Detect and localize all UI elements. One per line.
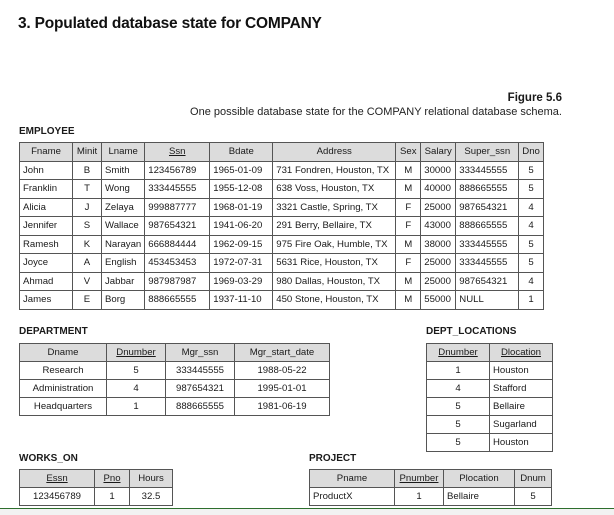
department-label: DEPARTMENT	[19, 326, 88, 337]
table-row	[427, 416, 553, 434]
table-row	[20, 254, 544, 273]
cell: 888665555	[145, 291, 210, 310]
cell: 450 Stone, Houston, TX	[273, 291, 396, 310]
cell: 1972-07-31	[210, 254, 273, 273]
cell: 987654321	[456, 198, 519, 217]
cell: 5	[427, 416, 490, 434]
cell: Headquarters	[20, 398, 107, 416]
cell: 333445555	[145, 180, 210, 199]
cell: 333445555	[456, 235, 519, 254]
cell: 55000	[421, 291, 456, 310]
cell: 888665555	[456, 180, 519, 199]
cell: 888665555	[166, 398, 235, 416]
cell: 987654321	[456, 272, 519, 291]
cell: 5631 Rice, Houston, TX	[273, 254, 396, 273]
cell: K	[73, 235, 102, 254]
cell: 638 Voss, Houston, TX	[273, 180, 396, 199]
table-row	[20, 198, 544, 217]
cell: 975 Fire Oak, Humble, TX	[273, 235, 396, 254]
cell: 4	[107, 380, 166, 398]
cell: Joyce	[20, 254, 73, 273]
cell: 1	[427, 362, 490, 380]
cell: 30000	[421, 161, 456, 180]
cell: 453453453	[145, 254, 210, 273]
cell: Houston	[490, 362, 553, 380]
cell: 4	[519, 198, 544, 217]
col-header-pnumber: Pnumber	[395, 470, 444, 488]
project-table	[309, 469, 552, 506]
cell: 1968-01-19	[210, 198, 273, 217]
col-header-pname: Pname	[310, 470, 395, 488]
project-label: PROJECT	[309, 453, 357, 464]
cell: Smith	[102, 161, 145, 180]
table-row	[427, 434, 553, 452]
cell: 1	[107, 398, 166, 416]
cell: John	[20, 161, 73, 180]
cell: Jennifer	[20, 217, 73, 236]
cell: 1988-05-22	[235, 362, 330, 380]
cell: 987654321	[166, 380, 235, 398]
cell: 123456789	[145, 161, 210, 180]
cell: M	[396, 161, 421, 180]
cell: 5	[519, 180, 544, 199]
cell: Narayan	[102, 235, 145, 254]
table-row	[20, 272, 544, 291]
col-header-pno: Pno	[95, 470, 130, 488]
cell: 987987987	[145, 272, 210, 291]
works-on-table	[19, 469, 173, 506]
cell: Sugarland	[490, 416, 553, 434]
cell: 25000	[421, 254, 456, 273]
cell: 1937-11-10	[210, 291, 273, 310]
cell: J	[73, 198, 102, 217]
col-header-ssn: Ssn	[145, 143, 210, 162]
cell: Franklin	[20, 180, 73, 199]
cell: A	[73, 254, 102, 273]
cell: 40000	[421, 180, 456, 199]
figure-caption: One possible database state for the COMPANY relational database schema.	[190, 106, 562, 118]
table-row	[20, 380, 330, 398]
cell: M	[396, 235, 421, 254]
cell: 731 Fondren, Houston, TX	[273, 161, 396, 180]
table-row	[20, 161, 544, 180]
col-header-dname: Dname	[20, 344, 107, 362]
cell: Wong	[102, 180, 145, 199]
col-header-mgr-ssn: Mgr_ssn	[166, 344, 235, 362]
table-row	[427, 398, 553, 416]
cell: M	[396, 272, 421, 291]
employee-label: EMPLOYEE	[19, 126, 75, 137]
cell: 291 Berry, Bellaire, TX	[273, 217, 396, 236]
page-title: 3. Populated database state for COMPANY	[18, 15, 322, 32]
cell: 5	[519, 235, 544, 254]
cell: F	[396, 254, 421, 273]
department-table	[19, 343, 330, 416]
works-on-header-row	[20, 470, 173, 488]
cell: T	[73, 180, 102, 199]
cell: English	[102, 254, 145, 273]
cell: 1	[395, 488, 444, 506]
col-header-dno: Dno	[519, 143, 544, 162]
cell: Houston	[490, 434, 553, 452]
cell: F	[396, 217, 421, 236]
col-header-address: Address	[273, 143, 396, 162]
cell: Wallace	[102, 217, 145, 236]
cell: 5	[107, 362, 166, 380]
cell: F	[396, 198, 421, 217]
cell: B	[73, 161, 102, 180]
dept-locations-table	[426, 343, 553, 452]
cell: 5	[427, 398, 490, 416]
cell: 4	[427, 380, 490, 398]
cell: Stafford	[490, 380, 553, 398]
cell: 4	[519, 217, 544, 236]
cell: 5	[427, 434, 490, 452]
cell: Alicia	[20, 198, 73, 217]
cell: S	[73, 217, 102, 236]
cell: 1981-06-19	[235, 398, 330, 416]
table-row	[427, 380, 553, 398]
cell: 333445555	[456, 161, 519, 180]
cell: 888665555	[456, 217, 519, 236]
cell: Administration	[20, 380, 107, 398]
cell: 333445555	[166, 362, 235, 380]
project-header-row	[310, 470, 552, 488]
table-row	[20, 291, 544, 310]
employee-table	[19, 142, 544, 310]
cell: NULL	[456, 291, 519, 310]
table-row	[20, 180, 544, 199]
cell: 43000	[421, 217, 456, 236]
col-header-lname: Lname	[102, 143, 145, 162]
col-header-essn: Essn	[20, 470, 95, 488]
cell: 1955-12-08	[210, 180, 273, 199]
cell: Borg	[102, 291, 145, 310]
cell: ProductX	[310, 488, 395, 506]
cell: Jabbar	[102, 272, 145, 291]
col-header-salary: Salary	[421, 143, 456, 162]
col-header-dlocation: Dlocation	[490, 344, 553, 362]
dept-locations-header-row	[427, 344, 553, 362]
cell: 3321 Castle, Spring, TX	[273, 198, 396, 217]
cell: 999887777	[145, 198, 210, 217]
cell: 1962-09-15	[210, 235, 273, 254]
cell: 32.5	[130, 488, 173, 506]
cell: Research	[20, 362, 107, 380]
dept-locations-label: DEPT_LOCATIONS	[426, 326, 517, 337]
figure-number: Figure 5.6	[507, 92, 562, 104]
cell: 1	[519, 291, 544, 310]
cell: 1	[95, 488, 130, 506]
cell: 980 Dallas, Houston, TX	[273, 272, 396, 291]
table-row	[20, 488, 173, 506]
table-row	[20, 217, 544, 236]
works-on-label: WORKS_ON	[19, 453, 78, 464]
cell: 1995-01-01	[235, 380, 330, 398]
col-header-sex: Sex	[396, 143, 421, 162]
col-header-plocation: Plocation	[444, 470, 515, 488]
cell: Ramesh	[20, 235, 73, 254]
cell: 1969-03-29	[210, 272, 273, 291]
table-row	[20, 398, 330, 416]
cell: 987654321	[145, 217, 210, 236]
col-header-mgr-start-date: Mgr_start_date	[235, 344, 330, 362]
cell: V	[73, 272, 102, 291]
cell: 666884444	[145, 235, 210, 254]
cell: 5	[515, 488, 552, 506]
cell: 25000	[421, 272, 456, 291]
cell: 38000	[421, 235, 456, 254]
cell: James	[20, 291, 73, 310]
col-header-dnumber: Dnumber	[427, 344, 490, 362]
cell: 5	[519, 254, 544, 273]
col-header-dnumber: Dnumber	[107, 344, 166, 362]
cell: Bellaire	[444, 488, 515, 506]
employee-header-row	[20, 143, 544, 162]
cell: 25000	[421, 198, 456, 217]
table-row	[427, 362, 553, 380]
cell: M	[396, 291, 421, 310]
cell: E	[73, 291, 102, 310]
col-header-super-ssn: Super_ssn	[456, 143, 519, 162]
cell: 333445555	[456, 254, 519, 273]
cell: 123456789	[20, 488, 95, 506]
col-header-hours: Hours	[130, 470, 173, 488]
department-header-row	[20, 344, 330, 362]
table-row	[20, 235, 544, 254]
cell: Ahmad	[20, 272, 73, 291]
cell: 4	[519, 272, 544, 291]
col-header-bdate: Bdate	[210, 143, 273, 162]
cell: Zelaya	[102, 198, 145, 217]
col-header-dnum: Dnum	[515, 470, 552, 488]
cell: 1965-01-09	[210, 161, 273, 180]
cell: M	[396, 180, 421, 199]
table-row	[310, 488, 552, 506]
table-row	[20, 362, 330, 380]
cell: 5	[519, 161, 544, 180]
col-header-fname: Fname	[20, 143, 73, 162]
cell: Bellaire	[490, 398, 553, 416]
col-header-minit: Minit	[73, 143, 102, 162]
cell: 1941-06-20	[210, 217, 273, 236]
